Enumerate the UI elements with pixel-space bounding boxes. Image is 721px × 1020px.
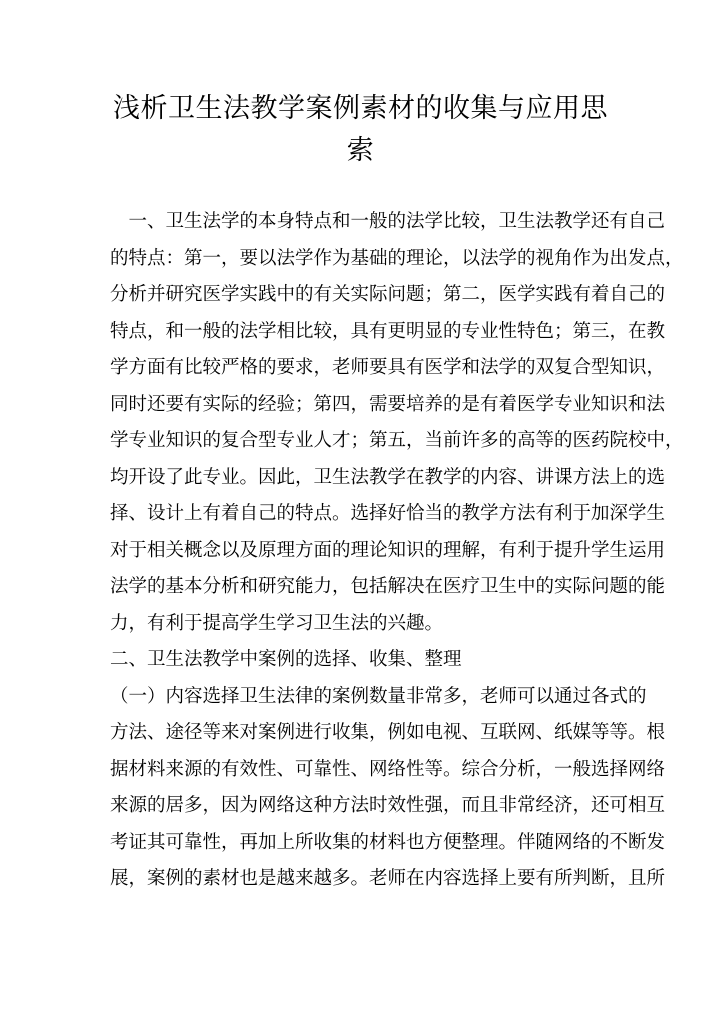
- body-line: 法学的基本分析和研究能力，包括解决在医疗卫生中的实际问题的能: [110, 576, 666, 597]
- body-line: 分析并研究医学实践中的有关实际问题；第二，医学实践有着自己的: [110, 284, 666, 305]
- body-line: 的特点：第一，要以法学作为基础的理论，以法学的视角作为出发点，: [110, 247, 684, 269]
- document-title: [100, 88, 621, 172]
- body-line: 同时还要有实际的经验；第四，需要培养的是有着医学专业知识和法: [110, 393, 666, 415]
- title-line-1: 浅析卫生法教学案例素材的收集与应用思: [113, 93, 608, 124]
- section-2-heading: 二、卫生法教学中案例的选择、收集、整理: [110, 649, 462, 670]
- body-line: 据材料来源的有效性、可靠性、网络性等。综合分析，一般选择网络: [110, 758, 666, 780]
- body-line: 展，案例的素材也是越来越多。老师在内容选择上要有所判断，且所: [110, 868, 666, 889]
- body-line: 均开设了此专业。因此，卫生法教学在教学的内容、讲课方法上的选: [110, 466, 666, 488]
- body-line: 力，有利于提高学生学习卫生法的兴趣。: [110, 612, 444, 634]
- body-line: 来源的居多，因为网络这种方法时效性强，而且非常经济，还可相互: [110, 795, 666, 816]
- body-line: 择、设计上有着自己的特点。选择好恰当的教学方法有利于加深学生: [110, 503, 666, 524]
- body-line: 方法、途径等来对案例进行收集，例如电视、互联网、纸媒等等。根: [110, 722, 666, 743]
- subsection-1-line: （一）内容选择卫生法律的案例数量非常多，老师可以通过各式的: [110, 685, 647, 707]
- document-body: [110, 204, 684, 898]
- body-line: 对于相关概念以及原理方面的理论知识的理解，有利于提升学生运用: [110, 539, 666, 561]
- body-line: 考证其可靠性，再加上所收集的材料也方便整理。伴随网络的不断发: [110, 831, 666, 853]
- title-line-2: 索: [346, 135, 375, 166]
- body-line: 学方面有比较严格的要求，老师要具有医学和法学的双复合型知识，: [110, 357, 666, 378]
- section-1-line: 一、卫生法学的本身特点和一般的法学比较，卫生法教学还有自己: [110, 211, 666, 232]
- body-line: 特点，和一般的法学相比较，具有更明显的专业性特色；第三，在教: [110, 320, 666, 342]
- body-line: 学专业知识的复合型专业人才；第五，当前许多的高等的医药院校中，: [110, 430, 684, 451]
